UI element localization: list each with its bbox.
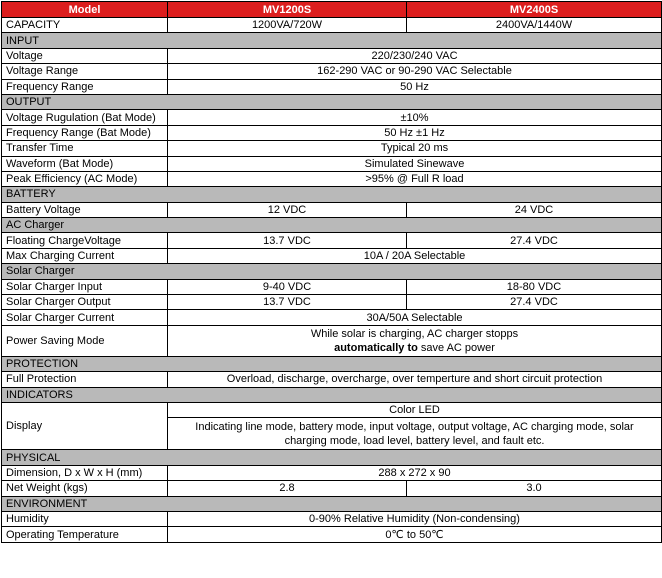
output-peak-efficiency-label: Peak Efficiency (AC Mode) <box>2 171 168 186</box>
power-saving-bold-text: automatically to <box>334 341 418 354</box>
input-voltage-range-value: 162-290 VAC or 90-290 VAC Selectable <box>168 64 662 79</box>
output-voltage-regulation-label: Voltage Rugulation (Bat Mode) <box>2 110 168 125</box>
solar-input-mv1200s: 9-40 VDC <box>168 279 407 294</box>
output-frequency-range-label: Frequency Range (Bat Mode) <box>2 125 168 140</box>
section-row <box>2 33 662 48</box>
input-frequency-range-label: Frequency Range <box>2 79 168 94</box>
table-row <box>2 79 662 94</box>
humidity-value: 0-90% Relative Humidity (Non-condensing) <box>168 511 662 526</box>
output-transfer-time-value: Typical 20 ms <box>168 141 662 156</box>
output-waveform-label: Waveform (Bat Mode) <box>2 156 168 171</box>
solar-current-value: 30A/50A Selectable <box>168 310 662 325</box>
input-voltage-label: Voltage <box>2 48 168 63</box>
table-row <box>2 511 662 526</box>
section-row <box>2 187 662 202</box>
ac-max-current-value: 10A / 20A Selectable <box>168 248 662 263</box>
display-type: Color LED <box>168 402 662 417</box>
table-row <box>2 64 662 79</box>
table-row <box>2 125 662 140</box>
capacity-mv1200s: 1200VA/720W <box>168 18 407 33</box>
solar-output-mv2400s: 27.4 VDC <box>407 295 662 310</box>
section-row <box>2 94 662 109</box>
humidity-label: Humidity <box>2 511 168 526</box>
solar-output-mv1200s: 13.7 VDC <box>168 295 407 310</box>
net-weight-label: Net Weight (kgs) <box>2 481 168 496</box>
table-row <box>2 110 662 125</box>
battery-voltage-label: Battery Voltage <box>2 202 168 217</box>
table-row <box>2 372 662 387</box>
operating-temp-label: Operating Temperature <box>2 527 168 542</box>
table-row <box>2 141 662 156</box>
solar-output-label: Solar Charger Output <box>2 295 168 310</box>
ac-floating-voltage-mv1200s: 13.7 VDC <box>168 233 407 248</box>
section-title-physical: PHYSICAL <box>2 450 662 465</box>
full-protection-value: Overload, discharge, overcharge, over temperture and short circuit protection <box>168 372 662 387</box>
section-row <box>2 356 662 371</box>
table-row <box>2 48 662 63</box>
net-weight-mv2400s: 3.0 <box>407 481 662 496</box>
spec-table <box>1 1 662 543</box>
table-row <box>2 18 662 33</box>
output-peak-efficiency-value: >95% @ Full R load <box>168 171 662 186</box>
table-row <box>2 279 662 294</box>
section-row <box>2 496 662 511</box>
ac-floating-voltage-label: Floating ChargeVoltage <box>2 233 168 248</box>
net-weight-mv1200s: 2.8 <box>168 481 407 496</box>
input-frequency-range-value: 50 Hz <box>168 79 662 94</box>
table-header-row <box>2 2 662 18</box>
section-row <box>2 264 662 279</box>
table-row <box>2 156 662 171</box>
output-frequency-range-value: 50 Hz ±1 Hz <box>168 125 662 140</box>
table-row <box>2 465 662 480</box>
table-row <box>2 248 662 263</box>
dimension-label: Dimension, D x W x H (mm) <box>2 465 168 480</box>
ac-floating-voltage-mv2400s: 27.4 VDC <box>407 233 662 248</box>
full-protection-label: Full Protection <box>2 372 168 387</box>
capacity-label: CAPACITY <box>2 18 168 33</box>
table-row <box>2 202 662 217</box>
solar-input-mv2400s: 18-80 VDC <box>407 279 662 294</box>
section-row <box>2 218 662 233</box>
section-row <box>2 387 662 402</box>
section-title-input: INPUT <box>2 33 662 48</box>
solar-current-label: Solar Charger Current <box>2 310 168 325</box>
output-transfer-time-label: Transfer Time <box>2 141 168 156</box>
input-voltage-range-label: Voltage Range <box>2 64 168 79</box>
display-description <box>168 418 662 450</box>
output-voltage-regulation-value: ±10% <box>168 110 662 125</box>
display-desc-line1: Indicating line mode, battery mode, input voltage, output voltage, AC charging mode, solar <box>195 420 634 433</box>
battery-voltage-mv2400s: 24 VDC <box>407 202 662 217</box>
power-saving-label: Power Saving Mode <box>2 325 168 356</box>
operating-temp-value: 0℃ to 50℃ <box>168 527 662 542</box>
table-row <box>2 402 662 417</box>
solar-input-label: Solar Charger Input <box>2 279 168 294</box>
table-row <box>2 481 662 496</box>
table-row <box>2 325 662 356</box>
input-voltage-value: 220/230/240 VAC <box>168 48 662 63</box>
table-row <box>2 171 662 186</box>
battery-voltage-mv1200s: 12 VDC <box>168 202 407 217</box>
power-saving-value <box>168 325 662 356</box>
capacity-mv2400s: 2400VA/1440W <box>407 18 662 33</box>
section-title-protection: PROTECTION <box>2 356 662 371</box>
section-title-environment: ENVIRONMENT <box>2 496 662 511</box>
power-saving-line1: While solar is charging, AC charger stopps <box>310 327 519 340</box>
header-model: Model <box>2 2 168 18</box>
table-row <box>2 295 662 310</box>
power-saving-rest-text: save AC power <box>417 341 495 354</box>
dimension-value: 288 x 272 x 90 <box>168 465 662 480</box>
section-title-solar-charger: Solar Charger <box>2 264 662 279</box>
table-row <box>2 310 662 325</box>
display-label: Display <box>2 402 168 449</box>
section-title-indicators: INDICATORS <box>2 387 662 402</box>
section-title-output: OUTPUT <box>2 94 662 109</box>
header-mv2400s: MV2400S <box>407 2 662 18</box>
power-saving-line2 <box>172 341 657 355</box>
ac-max-current-label: Max Charging Current <box>2 248 168 263</box>
header-mv1200s: MV1200S <box>168 2 407 18</box>
output-waveform-value: Simulated Sinewave <box>168 156 662 171</box>
section-title-battery: BATTERY <box>2 187 662 202</box>
section-row <box>2 450 662 465</box>
table-row <box>2 233 662 248</box>
table-row <box>2 527 662 542</box>
section-title-ac-charger: AC Charger <box>2 218 662 233</box>
display-desc-line2: charging mode, load level, battery level, and fault etc. <box>284 434 545 447</box>
